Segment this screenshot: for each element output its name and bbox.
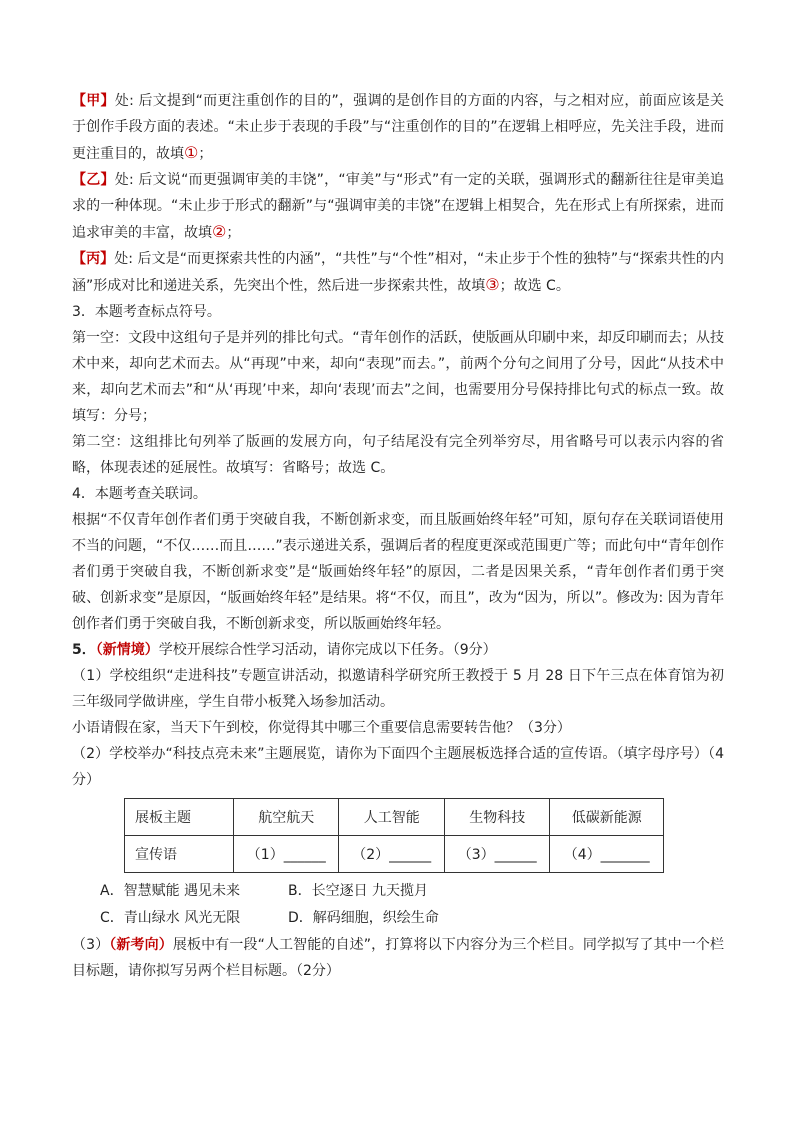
jia-tag: 【甲】	[72, 93, 115, 109]
table-cell: （4）_______	[550, 836, 664, 873]
yi-circle: ②	[212, 222, 227, 241]
table-row	[125, 836, 664, 873]
q5-sub3-number: （3）	[72, 937, 110, 953]
jia-end: ；	[198, 146, 213, 162]
jia-circle: ①	[184, 143, 199, 162]
table-cell: （3）______	[444, 836, 549, 873]
yi-text: 处: 后文说“而更强调审美的丰饶”，“审美”与“形式”有一定的关联，强调形式的翻新往往是审美追求的一种体现。“未止步于形式的翻新”与“强调审美的丰饶”在逻辑上相契合，先在形式上有所探索，进而追求审美的丰富，故填	[72, 172, 725, 241]
q5-stem-text: 学校开展综合性学习活动，请你完成以下任务。（9分）	[158, 642, 497, 658]
bing-paragraph	[72, 246, 724, 299]
q5-number: 5．	[72, 642, 96, 658]
bing-end: ；故选 C。	[499, 278, 570, 294]
option-b: B．长空逐日 九天揽月	[288, 883, 429, 899]
q4-title: 4．本题考查关联词。	[72, 486, 207, 502]
table-cell: 宣传语	[125, 836, 234, 873]
option-a: A．智慧赋能 遇见未来	[100, 883, 241, 899]
table-cell: 展板主题	[125, 799, 234, 836]
yi-paragraph	[72, 167, 724, 246]
table-cell: 生物科技	[444, 799, 549, 836]
q5-sub3	[72, 932, 724, 984]
bing-tag: 【丙】	[72, 251, 115, 267]
option-c: C．青山绿水 风光无限	[100, 910, 241, 926]
table-cell: 低碳新能源	[550, 799, 664, 836]
yi-end: ；	[226, 225, 241, 241]
option-d: D．解码细胞，织绘生命	[288, 910, 439, 926]
options-row-2	[100, 905, 724, 932]
table-cell: （1）______	[234, 836, 339, 873]
q5-sub2: （2）学校举办“科技点亮未来”主题展览，请你为下面四个主题展板选择合适的宣传语。（填字母序号）（4分）	[72, 746, 724, 788]
jia-paragraph	[72, 88, 724, 167]
q5-tag: （新情境）	[95, 642, 159, 658]
options-row-1	[100, 878, 724, 905]
q4-explanation: 根据“不仅青年创作者们勇于突破自我，不断创新求变，而且版画始终年轻”可知，原句存在关联词语使用不当的问题，“不仅……而且……”表示递进关系，强调后者的程度更深或范围更广等；而此句中“青年创作者们勇于突破自我，不断创新求变”是“版画始终年轻”的原因，二者是因果关系，“青年创作者们勇于突破、创新求变”是原因，“版画始终年轻”是结果。将“不仅，而且”，改为“因为，所以”。修改为: 因为青年创作者们勇于突破自我，不断创新求变，所以版画始终年轻。	[72, 512, 724, 632]
table-row	[125, 799, 664, 836]
yi-tag: 【乙】	[72, 172, 115, 188]
q3-first-blank: 第一空：文段中这组句子是并列的排比句式。“青年创作的活跃，使版画从印刷中来，却反印刷而去；从技术中来，却向艺术而去。从“再现”中来，却向“表现”而去。”，前两个分句之间用了分号，因此“从技术中来，却向艺术而去”和“从‘再现’中来，却向‘表现’而去”之间，也需要用分号保持排比句式的标点一致。故填写：分号；	[72, 330, 724, 424]
q5-sub3-tag: （新考向）	[109, 937, 173, 953]
bing-text: 处: 后文是“而更探索共性的内涵”，“共性”与“个性”相对，“未止步于个性的独特”与“探索共性的内涵”形成对比和递进关系，先突出个性，然后进一步探索共性，故填	[72, 251, 724, 294]
q5-sub1: （1）学校组织“走进科技”专题宣讲活动，拟邀请科学研究所王教授于 5 月 28 日下午三点在体育馆为初三年级同学做讲座，学生自带小板凳入场参加活动。	[72, 668, 724, 710]
slogan-table	[124, 798, 664, 873]
q3-title: 3．本题考查标点符号。	[72, 304, 221, 320]
bing-circle: ③	[485, 275, 500, 294]
table-cell: 人工智能	[339, 799, 444, 836]
table-cell: （2）______	[339, 836, 444, 873]
q3-second-blank: 第二空：这组排比句列举了版画的发展方向，句子结尾没有完全列举穷尽，用省略号可以表示内容的省略，体现表述的延展性。故填写：省略号；故选 C。	[72, 434, 724, 476]
answer-page	[72, 88, 724, 984]
q5-sub3-text: 展板中有一段“人工智能的自述”，打算将以下内容分为三个栏目。同学拟写了其中一个栏目标题，请你拟写另两个栏目标题。（2分）	[72, 937, 724, 979]
jia-text: 处: 后文提到“而更注重创作的目的”，强调的是创作目的方面的内容，与之相对应，前面应该是关于创作手段方面的表述。“未止步于表现的手段”与“注重创作的目的”在逻辑上相呼应，先关注手段，进而更注重目的，故填	[72, 93, 725, 162]
table-cell: 航空航天	[234, 799, 339, 836]
q5-sub1-question: 小语请假在家，当天下午到校，你觉得其中哪三个重要信息需要转告他？（3分）	[72, 720, 571, 736]
q5-stem	[72, 637, 724, 663]
